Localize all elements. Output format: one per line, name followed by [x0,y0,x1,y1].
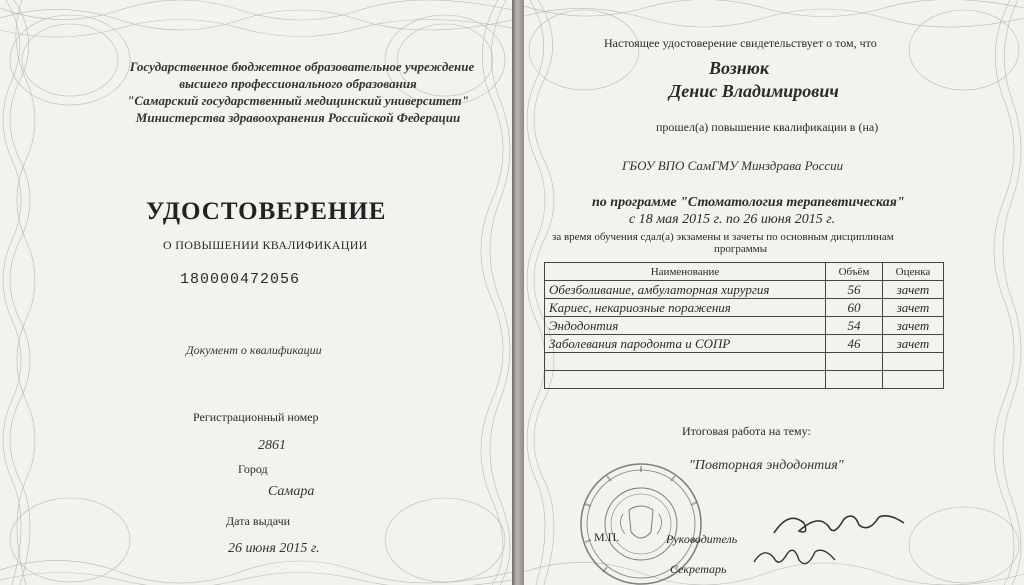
subject-name [545,353,826,371]
passed-text: прошел(а) повышение квалификации в (на) [656,120,879,134]
subject-name: Заболевания пародонта и СОПР [545,335,826,353]
registration-label: Регистрационный номер [193,410,319,424]
institution-line-4: Министерства здравоохранения Российской Федерации [135,110,461,125]
table-row [545,317,944,335]
final-work-label: Итоговая работа на тему: [682,424,811,438]
subject-hours: 54 [826,317,883,335]
intro-text: Настоящее удостоверение свидетельствует о том, что [604,36,877,50]
subject-grade: зачет [883,335,944,353]
subject-grade: зачет [883,317,944,335]
organization: ГБОУ ВПО СамГМУ Минздрава России [622,158,844,173]
study-period: с 18 мая 2015 г. по 26 июня 2015 г. [629,212,836,227]
registration-number: 2861 [258,438,286,453]
final-work-topic: "Повторная эндодонтия" [689,458,844,473]
table-row [545,353,944,371]
subject-name: Кариес, некариозные поражения [545,299,826,317]
header-name: Наименование [545,263,826,281]
book-gutter [512,0,524,585]
subject-grade: зачет [883,281,944,299]
serial-number: 180000472056 [180,271,301,288]
certificate-subtitle: О ПОВЫШЕНИИ КВАЛИФИКАЦИИ [163,238,368,252]
subject-grade: зачет [883,299,944,317]
exams-line-1: за время обучения сдал(а) экзамены и зачеты по основным дисциплинам [552,231,894,243]
issue-date-label: Дата выдачи [226,514,291,528]
holder-surname: Вознюк [709,58,770,78]
right-page [524,0,1024,585]
certificate-title: УДОСТОВЕРЕНИЕ [146,198,387,225]
header-hours: Объём [826,263,883,281]
table-row [545,371,944,389]
issue-date-value: 26 июня 2015 г. [228,541,320,556]
head-label: Руководитель [666,532,738,546]
subject-name [545,371,826,389]
holder-name: Денис Владимирович [669,81,839,101]
document-type: Документ о квалификации [186,343,322,357]
subject-name: Обезболивание, амбулаторная хирургия [545,281,826,299]
exams-line-2: программы [714,243,768,255]
subject-name: Эндодонтия [545,317,826,335]
institution-line-2: высшего профессионального образования [179,76,417,91]
secretary-label: Секретарь [670,562,727,576]
subject-grade [883,371,944,389]
program: по программе "Стоматология терапевтическая" [592,195,905,210]
subject-hours [826,371,883,389]
subject-hours: 60 [826,299,883,317]
table-row [545,281,944,299]
institution-line-3: "Самарский государственный медицинский университет" [127,93,469,108]
city-value: Самара [268,484,315,499]
header-grade: Оценка [883,263,944,281]
institution-line-1: Государственное бюджетное образовательное учреждение [129,59,475,74]
table-header-row [545,263,944,281]
subjects-table [544,262,944,389]
subject-grade [883,353,944,371]
table-row [545,335,944,353]
subject-hours [826,353,883,371]
secretary-signature-icon [749,540,839,574]
stamp-label: М.П. [594,530,620,544]
subject-hours: 46 [826,335,883,353]
city-label: Город [238,462,268,476]
subject-hours: 56 [826,281,883,299]
table-row [545,299,944,317]
head-signature-icon [769,505,909,545]
